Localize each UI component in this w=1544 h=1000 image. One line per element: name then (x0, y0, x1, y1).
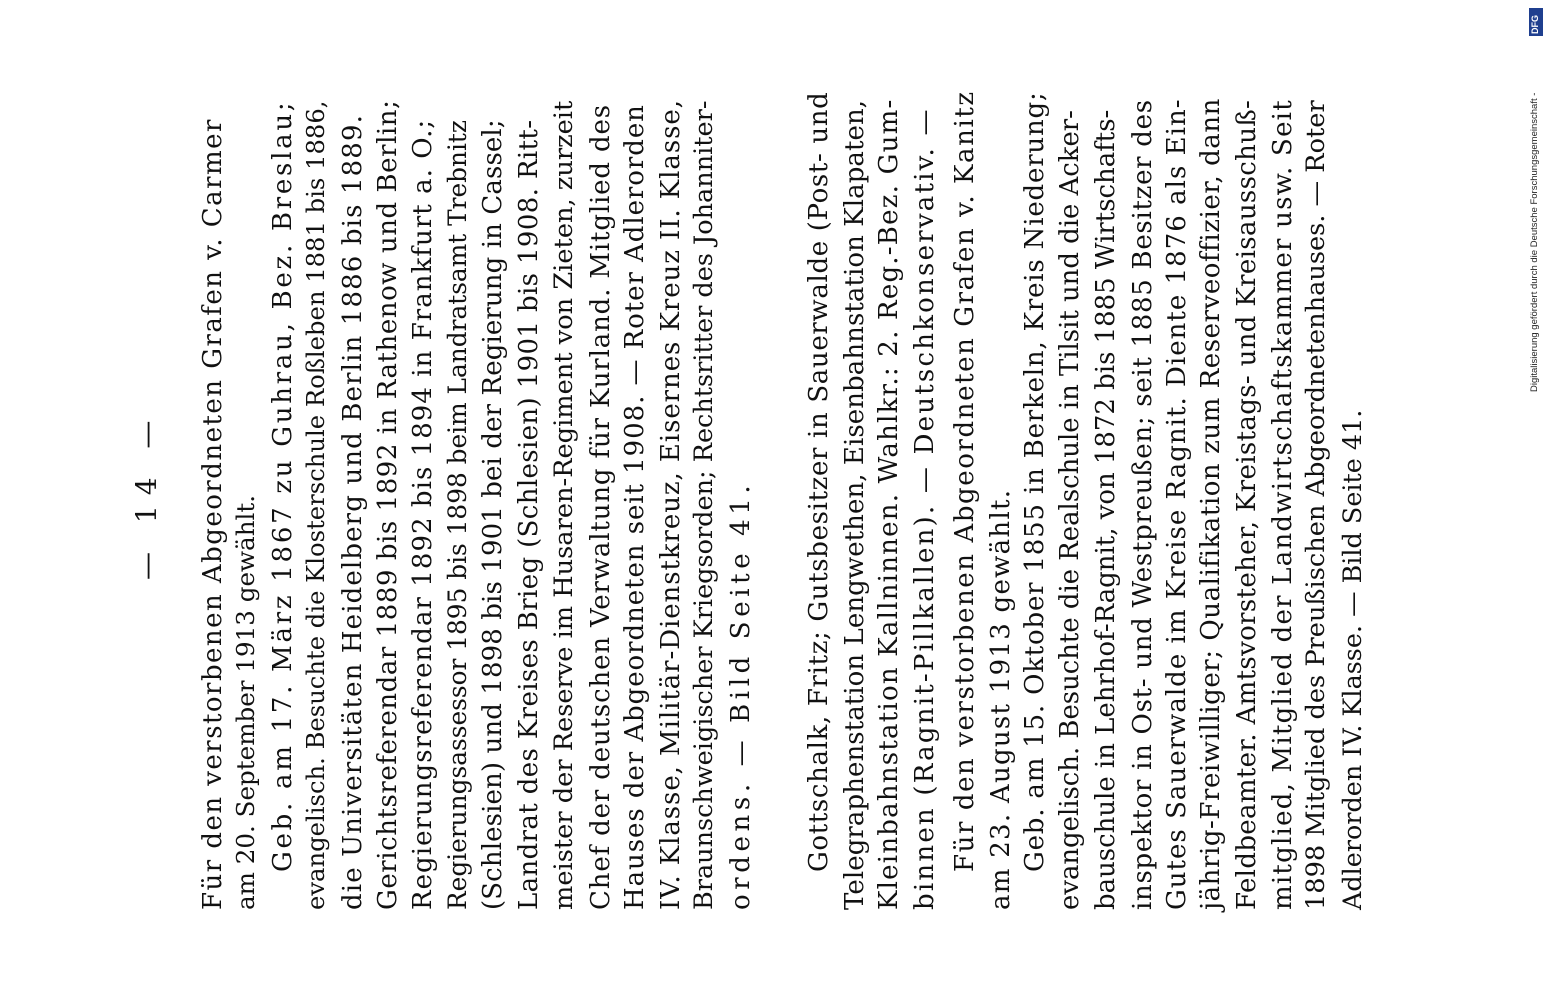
text-line: Telegraphenstation Lengwethen, Eisenbahnstation Klapaten, (840, 99, 870, 910)
text-line: Regierungsassessor 1895 bis 1898 beim Landratsamt Trebnitz (443, 120, 472, 910)
digitization-credit: Digitalisierung gefördert durch die Deutsche Forschungsgemeinschaft - (1529, 92, 1540, 392)
text-line: evangelisch. Besuchte die Realschule in Tilsit und die Acker- (1055, 110, 1085, 910)
text-line: Gerichtsreferendar 1889 bis 1892 in Rathenow und Berlin; (373, 99, 403, 910)
text-line: am 20. September 1913 gewählt. (231, 494, 260, 910)
text-line: evangelisch. Besuchte die Klosterschule Roßleben 1881 bis 1886, (301, 100, 330, 910)
text-line: Braunschweigischer Kriegsorden; Rechtsritter des Johanniter- (689, 100, 719, 910)
dfg-logo (1529, 8, 1543, 36)
text-line: Feldbeamter. Amtsvorsteher, Kreistags- und Kreisausschuß- (1232, 99, 1262, 910)
text-line: Gottschalk, Fritz; Gutsbesitzer in Sauerwalde (Post- und (804, 91, 834, 872)
text-line: binnen (Ragnit-Pillkallen). — Deutschkonservativ. — (910, 107, 940, 910)
text-line: ordens. — Bild Seite 41. (726, 480, 756, 910)
text-line: Für den verstorbenen Abgeordneten Grafen v. Carmer (198, 118, 228, 910)
text-line: am 23. August 1913 gewählt. (986, 488, 1016, 910)
text-line: Geb. am 15. Oktober 1855 in Berkeln, Kreis Niederung; (1020, 91, 1050, 872)
text-line: Chef der deutschen Verwaltung für Kurland. Mitglied des (586, 104, 616, 910)
text-line: mitglied, Mitglied der Landwirtschaftskammer usw. Seit (1268, 99, 1298, 910)
text-line: die Universitäten Heidelberg und Berlin 1886 bis 1889. (338, 113, 368, 910)
text-line: jährig-Freiwilliger; Qualifikation zum Reserveoffizier, dann (1196, 98, 1226, 910)
text-line: Hauses der Abgeordneten seit 1908. — Roter Adlerorden (620, 104, 650, 910)
text-line: Regierungsreferendar 1892 bis 1894 in Frankfurt a. O.; (408, 118, 438, 910)
text-line: (Schlesien) und 1898 bis 1901 bei der Regierung in Cassel; (478, 119, 508, 910)
page-number: — 14 — (130, 410, 163, 580)
text-line: inspektor in Ost- und Westpreußen; seit 1885 Besitzer des (1128, 99, 1158, 910)
text-line: bauschule in Lehrhof-Ragnit, von 1872 bis 1885 Wirtschafts- (1091, 109, 1121, 910)
text-line: Für den verstorbenen Abgeordneten Grafen v. Kanitz (950, 90, 980, 872)
text-line: Adlerorden IV. Klasse. — Bild Seite 41. (1337, 409, 1367, 910)
dfg-logo-text: DFG (1530, 15, 1540, 34)
text-line: 1898 Mitglied des Preußischen Abgeordnetenhauses. — Roter (1301, 100, 1331, 910)
text-line: Landrat des Kreises Brieg (Schlesien) 1901 bis 1908. Ritt- (514, 119, 544, 910)
text-line: Kleinbahnstation Kallninnen. Wahlkr.: 2. Reg.-Bez. Gum- (874, 98, 904, 910)
text-line: Gutes Sauerwalde im Kreise Ragnit. Diente 1876 als Ein- (1162, 98, 1192, 910)
text-line: meister der Reserve im Husaren-Regiment von Zieten, zurzeit (549, 100, 579, 910)
text-line: IV. Klasse, Militär-Dienstkreuz, Eisernes Kreuz II. Klasse, (656, 99, 686, 910)
text-line: Geb. am 17. März 1867 zu Guhrau, Bez. Breslau; (268, 99, 298, 872)
